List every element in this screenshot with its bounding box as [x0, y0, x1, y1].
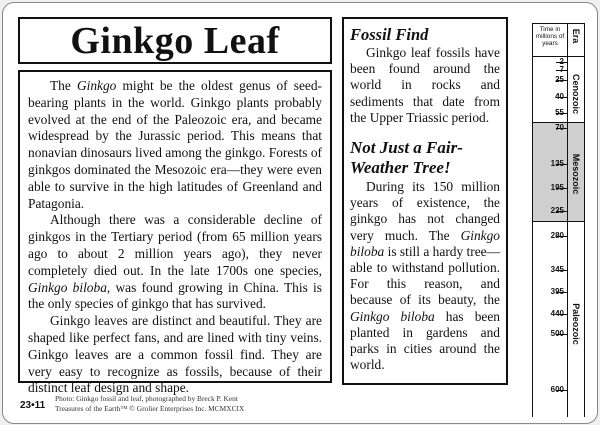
tick-label: 345: [550, 265, 564, 274]
era-boundary: [533, 221, 584, 222]
tick-label: 500: [550, 329, 564, 338]
fossil-card: [2, 2, 598, 424]
page-title: Ginkgo Leaf: [18, 17, 332, 64]
main-paragraph-2: Although there was a considerable decline of ginkgos in the Tertiary period (from 65 million years ago to about 2 million years ago), they never completely died out. In the late 1700s one species, Ginkgo biloba, was found growing in China. This is the only species of ginkgo that has survived.: [28, 212, 322, 312]
tick-label: 2: [559, 57, 564, 66]
card-number: 23•11: [20, 400, 46, 411]
tick-label: 280: [550, 231, 564, 240]
credit-line-copyright: Treasures of the Earth™ © Grolier Enterprises Inc. MCMXCIX: [55, 403, 245, 413]
sidebar-heading-fossil-find: Fossil Find: [350, 25, 429, 44]
sidebar-box: [342, 17, 508, 385]
tick-label: 55: [555, 108, 564, 117]
tick-label: 7: [559, 65, 564, 74]
sidebar-heading-fair-weather: Not Just a Fair-Weather Tree!: [350, 138, 463, 178]
sidebar-text-fair-weather: During its 150 million years of existence, the ginkgo has not changed very much. The Ginkgo biloba is still a hardy tree—able to withstand pollution. For this reason, and because of its beauty, the Ginkgo biloba has been planted in gardens and parks in cities around the world.: [350, 179, 500, 373]
tick-label: 600: [550, 385, 564, 394]
era-label-paleozoic: Paleozoic: [571, 303, 581, 345]
main-paragraph-1: The Ginkgo might be the oldest genus of seed-bearing plants in the world. Ginkgo plants probably evolved at the end of the Paleozoic era, and became widespread by the Jurassic period. This means that nonavian dinosaurs lived among the ginkgo. Forests of ginkgos dominated the Mesozoic era—they were even able to survive in the high latitudes of Greenland and Patagonia.: [28, 78, 323, 211]
photo-credit: [55, 394, 244, 413]
era-label-mesozoic: Mesozoic: [571, 153, 581, 195]
main-paragraph-3: Ginkgo leaves are distinct and beautiful. They are shaped like perfect fans, and are lined with tiny veins. Ginkgo leaves are a common fossil find. They are very easy to recognize as fossils, because of their distinct leaf design and shape.: [28, 313, 322, 396]
credit-line-photo: Photo: Ginkgo fossil and leaf, photographed by Breck P. Kent: [55, 394, 238, 403]
era-header: Era: [571, 28, 581, 44]
timeline-header-cell: [533, 24, 567, 57]
tick-label: 70: [555, 123, 564, 132]
tick-label: 225: [550, 206, 564, 215]
geologic-timeline: [532, 23, 585, 417]
tick-label: 395: [550, 287, 564, 296]
sidebar-text-fossil-find: Ginkgo leaf fossils have been found around the world in rocks and sediments that date from the Upper Triassic period.: [350, 45, 500, 125]
tick-label: 440: [550, 309, 564, 318]
era-label-cenozoic: Cenozoic: [571, 73, 581, 115]
main-text-box: [18, 70, 332, 396]
tick-label: 135: [550, 159, 564, 168]
timeline-header: Time in millions of years: [535, 26, 565, 47]
tick-label: 195: [550, 183, 564, 192]
tick-label: 25: [555, 75, 564, 84]
tick-label: 40: [555, 92, 564, 101]
